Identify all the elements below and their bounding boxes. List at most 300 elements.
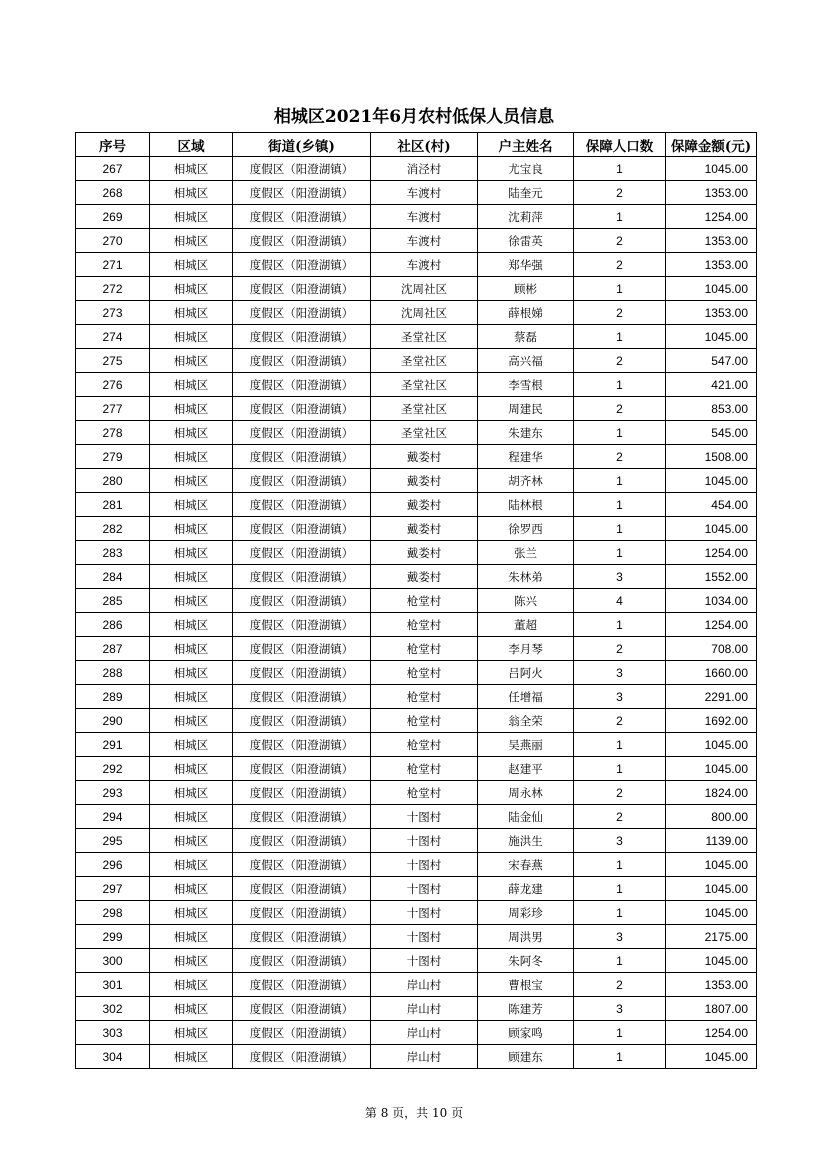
cell-persons: 1 [574, 541, 666, 565]
cell-amount: 800.00 [666, 805, 757, 829]
cell-persons: 4 [574, 589, 666, 613]
cell-village: 沈周社区 [371, 301, 478, 325]
cell-street: 度假区（阳澄湖镇） [233, 373, 371, 397]
cell-householder: 吕阿火 [478, 661, 574, 685]
header-serial-no: 序号 [76, 133, 150, 157]
cell-householder: 沈莉萍 [478, 205, 574, 229]
cell-region: 相城区 [150, 613, 233, 637]
cell-village: 枪堂村 [371, 733, 478, 757]
cell-street: 度假区（阳澄湖镇） [233, 1045, 371, 1069]
cell-householder: 朱林弟 [478, 565, 574, 589]
cell-persons: 2 [574, 349, 666, 373]
cell-persons: 1 [574, 1021, 666, 1045]
header-street: 街道(乡镇) [233, 133, 371, 157]
cell-persons: 1 [574, 373, 666, 397]
cell-village: 十图村 [371, 805, 478, 829]
cell-region: 相城区 [150, 829, 233, 853]
cell-street: 度假区（阳澄湖镇） [233, 805, 371, 829]
table-row [76, 421, 757, 445]
table-row [76, 181, 757, 205]
table-row [76, 517, 757, 541]
cell-persons: 2 [574, 397, 666, 421]
cell-persons: 2 [574, 709, 666, 733]
cell-householder: 翁全荣 [478, 709, 574, 733]
cell-persons: 1 [574, 421, 666, 445]
cell-persons: 1 [574, 1045, 666, 1069]
cell-serial-no: 287 [76, 637, 150, 661]
cell-village: 岸山村 [371, 973, 478, 997]
cell-amount: 421.00 [666, 373, 757, 397]
cell-village: 圣堂社区 [371, 349, 478, 373]
cell-street: 度假区（阳澄湖镇） [233, 157, 371, 181]
table-row [76, 661, 757, 685]
cell-street: 度假区（阳澄湖镇） [233, 253, 371, 277]
cell-region: 相城区 [150, 349, 233, 373]
cell-region: 相城区 [150, 685, 233, 709]
cell-householder: 尤宝良 [478, 157, 574, 181]
cell-persons: 1 [574, 613, 666, 637]
cell-persons: 1 [574, 949, 666, 973]
cell-amount: 1045.00 [666, 853, 757, 877]
cell-serial-no: 282 [76, 517, 150, 541]
cell-persons: 1 [574, 325, 666, 349]
cell-village: 枪堂村 [371, 685, 478, 709]
cell-persons: 3 [574, 829, 666, 853]
cell-persons: 1 [574, 493, 666, 517]
table-row [76, 997, 757, 1021]
cell-region: 相城区 [150, 781, 233, 805]
table-row [76, 877, 757, 901]
cell-amount: 1353.00 [666, 973, 757, 997]
table-row [76, 925, 757, 949]
table-row [76, 373, 757, 397]
cell-persons: 1 [574, 877, 666, 901]
cell-region: 相城区 [150, 541, 233, 565]
cell-amount: 1807.00 [666, 997, 757, 1021]
cell-region: 相城区 [150, 757, 233, 781]
cell-householder: 薛龙建 [478, 877, 574, 901]
cell-householder: 薛根娣 [478, 301, 574, 325]
cell-street: 度假区（阳澄湖镇） [233, 421, 371, 445]
cell-region: 相城区 [150, 397, 233, 421]
benefits-table [75, 132, 757, 1069]
cell-persons: 1 [574, 733, 666, 757]
cell-village: 戴娄村 [371, 493, 478, 517]
cell-serial-no: 294 [76, 805, 150, 829]
cell-village: 戴娄村 [371, 445, 478, 469]
cell-persons: 1 [574, 757, 666, 781]
cell-householder: 宋春燕 [478, 853, 574, 877]
cell-serial-no: 297 [76, 877, 150, 901]
cell-amount: 1034.00 [666, 589, 757, 613]
cell-householder: 顾彬 [478, 277, 574, 301]
cell-persons: 2 [574, 181, 666, 205]
cell-region: 相城区 [150, 157, 233, 181]
cell-village: 十图村 [371, 877, 478, 901]
cell-region: 相城区 [150, 1045, 233, 1069]
cell-serial-no: 278 [76, 421, 150, 445]
cell-street: 度假区（阳澄湖镇） [233, 829, 371, 853]
cell-street: 度假区（阳澄湖镇） [233, 565, 371, 589]
table-row [76, 277, 757, 301]
cell-street: 度假区（阳澄湖镇） [233, 517, 371, 541]
table-row [76, 229, 757, 253]
cell-street: 度假区（阳澄湖镇） [233, 709, 371, 733]
cell-persons: 3 [574, 997, 666, 1021]
cell-street: 度假区（阳澄湖镇） [233, 781, 371, 805]
cell-householder: 周彩珍 [478, 901, 574, 925]
cell-amount: 1353.00 [666, 229, 757, 253]
cell-village: 枪堂村 [371, 613, 478, 637]
cell-amount: 853.00 [666, 397, 757, 421]
cell-householder: 李雪根 [478, 373, 574, 397]
cell-amount: 1254.00 [666, 1021, 757, 1045]
table-row [76, 445, 757, 469]
cell-serial-no: 267 [76, 157, 150, 181]
cell-amount: 1254.00 [666, 613, 757, 637]
cell-householder: 蔡磊 [478, 325, 574, 349]
cell-region: 相城区 [150, 565, 233, 589]
cell-village: 十图村 [371, 949, 478, 973]
table-row [76, 565, 757, 589]
cell-serial-no: 292 [76, 757, 150, 781]
cell-street: 度假区（阳澄湖镇） [233, 397, 371, 421]
cell-street: 度假区（阳澄湖镇） [233, 277, 371, 301]
cell-serial-no: 268 [76, 181, 150, 205]
cell-persons: 2 [574, 637, 666, 661]
cell-village: 戴娄村 [371, 469, 478, 493]
cell-street: 度假区（阳澄湖镇） [233, 949, 371, 973]
cell-village: 岸山村 [371, 1045, 478, 1069]
cell-region: 相城区 [150, 901, 233, 925]
cell-householder: 朱建东 [478, 421, 574, 445]
cell-householder: 周洪男 [478, 925, 574, 949]
cell-serial-no: 298 [76, 901, 150, 925]
cell-householder: 董超 [478, 613, 574, 637]
cell-persons: 2 [574, 253, 666, 277]
header-amount: 保障金额(元) [666, 133, 757, 157]
cell-amount: 2175.00 [666, 925, 757, 949]
cell-amount: 545.00 [666, 421, 757, 445]
cell-village: 枪堂村 [371, 757, 478, 781]
cell-region: 相城区 [150, 853, 233, 877]
cell-persons: 2 [574, 445, 666, 469]
cell-amount: 1139.00 [666, 829, 757, 853]
cell-serial-no: 286 [76, 613, 150, 637]
cell-village: 十图村 [371, 901, 478, 925]
cell-village: 枪堂村 [371, 661, 478, 685]
header-persons: 保障人口数 [574, 133, 666, 157]
cell-householder: 施洪生 [478, 829, 574, 853]
cell-amount: 1045.00 [666, 733, 757, 757]
cell-serial-no: 299 [76, 925, 150, 949]
table-row [76, 949, 757, 973]
cell-serial-no: 269 [76, 205, 150, 229]
cell-householder: 顾家鸣 [478, 1021, 574, 1045]
cell-persons: 1 [574, 901, 666, 925]
cell-householder: 胡齐林 [478, 469, 574, 493]
cell-village: 车渡村 [371, 181, 478, 205]
cell-village: 车渡村 [371, 253, 478, 277]
cell-region: 相城区 [150, 277, 233, 301]
cell-serial-no: 288 [76, 661, 150, 685]
cell-persons: 1 [574, 277, 666, 301]
cell-village: 车渡村 [371, 205, 478, 229]
cell-amount: 1045.00 [666, 757, 757, 781]
cell-amount: 1353.00 [666, 181, 757, 205]
cell-village: 沈周社区 [371, 277, 478, 301]
cell-street: 度假区（阳澄湖镇） [233, 181, 371, 205]
table-row [76, 349, 757, 373]
cell-village: 戴娄村 [371, 541, 478, 565]
cell-street: 度假区（阳澄湖镇） [233, 1021, 371, 1045]
cell-serial-no: 295 [76, 829, 150, 853]
cell-village: 岸山村 [371, 1021, 478, 1045]
cell-region: 相城区 [150, 637, 233, 661]
cell-serial-no: 283 [76, 541, 150, 565]
cell-street: 度假区（阳澄湖镇） [233, 325, 371, 349]
cell-region: 相城区 [150, 973, 233, 997]
cell-serial-no: 279 [76, 445, 150, 469]
cell-householder: 顾建东 [478, 1045, 574, 1069]
cell-region: 相城区 [150, 301, 233, 325]
cell-amount: 1045.00 [666, 1045, 757, 1069]
cell-householder: 徐雷英 [478, 229, 574, 253]
cell-serial-no: 281 [76, 493, 150, 517]
cell-persons: 2 [574, 805, 666, 829]
cell-serial-no: 275 [76, 349, 150, 373]
cell-amount: 1660.00 [666, 661, 757, 685]
cell-street: 度假区（阳澄湖镇） [233, 469, 371, 493]
cell-serial-no: 290 [76, 709, 150, 733]
cell-amount: 1045.00 [666, 277, 757, 301]
cell-serial-no: 272 [76, 277, 150, 301]
cell-region: 相城区 [150, 709, 233, 733]
cell-persons: 2 [574, 781, 666, 805]
table-row [76, 901, 757, 925]
cell-persons: 2 [574, 973, 666, 997]
cell-village: 圣堂社区 [371, 373, 478, 397]
table-row [76, 301, 757, 325]
table-row [76, 469, 757, 493]
cell-serial-no: 289 [76, 685, 150, 709]
cell-street: 度假区（阳澄湖镇） [233, 973, 371, 997]
table-row [76, 253, 757, 277]
cell-serial-no: 300 [76, 949, 150, 973]
table-body [76, 157, 757, 1069]
cell-village: 圣堂社区 [371, 325, 478, 349]
page-number: 第 8 页，共 10 页 [364, 1106, 464, 1120]
cell-serial-no: 291 [76, 733, 150, 757]
cell-region: 相城区 [150, 517, 233, 541]
cell-serial-no: 302 [76, 997, 150, 1021]
table-row [76, 613, 757, 637]
cell-region: 相城区 [150, 421, 233, 445]
cell-persons: 1 [574, 205, 666, 229]
cell-street: 度假区（阳澄湖镇） [233, 589, 371, 613]
cell-street: 度假区（阳澄湖镇） [233, 637, 371, 661]
cell-region: 相城区 [150, 997, 233, 1021]
cell-region: 相城区 [150, 493, 233, 517]
table-row [76, 157, 757, 181]
table-row [76, 589, 757, 613]
cell-street: 度假区（阳澄湖镇） [233, 757, 371, 781]
cell-street: 度假区（阳澄湖镇） [233, 229, 371, 253]
cell-village: 戴娄村 [371, 565, 478, 589]
cell-householder: 陆金仙 [478, 805, 574, 829]
cell-village: 戴娄村 [371, 517, 478, 541]
cell-householder: 周建民 [478, 397, 574, 421]
cell-street: 度假区（阳澄湖镇） [233, 853, 371, 877]
cell-serial-no: 285 [76, 589, 150, 613]
cell-householder: 曹根宝 [478, 973, 574, 997]
cell-serial-no: 284 [76, 565, 150, 589]
cell-householder: 郑华强 [478, 253, 574, 277]
cell-village: 十图村 [371, 829, 478, 853]
cell-householder: 李月琴 [478, 637, 574, 661]
cell-householder: 陈建芳 [478, 997, 574, 1021]
cell-amount: 1353.00 [666, 301, 757, 325]
cell-householder: 高兴福 [478, 349, 574, 373]
cell-amount: 547.00 [666, 349, 757, 373]
cell-street: 度假区（阳澄湖镇） [233, 877, 371, 901]
cell-householder: 赵建平 [478, 757, 574, 781]
table-row [76, 325, 757, 349]
cell-region: 相城区 [150, 925, 233, 949]
cell-region: 相城区 [150, 253, 233, 277]
table-row [76, 973, 757, 997]
header-householder: 户主姓名 [478, 133, 574, 157]
cell-amount: 1045.00 [666, 325, 757, 349]
cell-village: 车渡村 [371, 229, 478, 253]
cell-street: 度假区（阳澄湖镇） [233, 445, 371, 469]
cell-village: 枪堂村 [371, 589, 478, 613]
cell-amount: 1692.00 [666, 709, 757, 733]
cell-persons: 1 [574, 157, 666, 181]
cell-region: 相城区 [150, 661, 233, 685]
cell-persons: 3 [574, 661, 666, 685]
cell-region: 相城区 [150, 445, 233, 469]
cell-householder: 陆奎元 [478, 181, 574, 205]
cell-village: 圣堂社区 [371, 421, 478, 445]
cell-region: 相城区 [150, 373, 233, 397]
table-row [76, 853, 757, 877]
cell-householder: 张兰 [478, 541, 574, 565]
cell-street: 度假区（阳澄湖镇） [233, 613, 371, 637]
cell-householder: 朱阿冬 [478, 949, 574, 973]
cell-serial-no: 296 [76, 853, 150, 877]
cell-village: 十图村 [371, 853, 478, 877]
cell-serial-no: 271 [76, 253, 150, 277]
cell-village: 枪堂村 [371, 637, 478, 661]
cell-village: 枪堂村 [371, 709, 478, 733]
cell-amount: 1552.00 [666, 565, 757, 589]
table-row [76, 637, 757, 661]
cell-amount: 1045.00 [666, 949, 757, 973]
cell-persons: 2 [574, 229, 666, 253]
cell-persons: 3 [574, 925, 666, 949]
cell-persons: 1 [574, 469, 666, 493]
table-row [76, 541, 757, 565]
cell-amount: 2291.00 [666, 685, 757, 709]
cell-amount: 1508.00 [666, 445, 757, 469]
table-row [76, 493, 757, 517]
cell-serial-no: 274 [76, 325, 150, 349]
cell-householder: 陆林根 [478, 493, 574, 517]
cell-region: 相城区 [150, 325, 233, 349]
cell-region: 相城区 [150, 205, 233, 229]
table-row [76, 685, 757, 709]
table-row [76, 397, 757, 421]
cell-village: 十图村 [371, 925, 478, 949]
cell-amount: 1254.00 [666, 205, 757, 229]
document-title: 相城区2021年6月农村低保人员信息 [273, 107, 555, 127]
cell-amount: 1045.00 [666, 877, 757, 901]
cell-street: 度假区（阳澄湖镇） [233, 685, 371, 709]
cell-householder: 徐罗西 [478, 517, 574, 541]
cell-amount: 1045.00 [666, 901, 757, 925]
table-row [76, 733, 757, 757]
cell-amount: 1045.00 [666, 469, 757, 493]
cell-region: 相城区 [150, 469, 233, 493]
table-header-row [76, 133, 757, 157]
table-row [76, 805, 757, 829]
cell-amount: 1824.00 [666, 781, 757, 805]
cell-street: 度假区（阳澄湖镇） [233, 301, 371, 325]
cell-region: 相城区 [150, 733, 233, 757]
cell-street: 度假区（阳澄湖镇） [233, 733, 371, 757]
cell-amount: 454.00 [666, 493, 757, 517]
cell-street: 度假区（阳澄湖镇） [233, 493, 371, 517]
cell-village: 岸山村 [371, 997, 478, 1021]
cell-village: 枪堂村 [371, 781, 478, 805]
cell-region: 相城区 [150, 805, 233, 829]
cell-region: 相城区 [150, 589, 233, 613]
table-row [76, 205, 757, 229]
header-region: 区域 [150, 133, 233, 157]
cell-region: 相城区 [150, 877, 233, 901]
table-row [76, 757, 757, 781]
cell-householder: 任增福 [478, 685, 574, 709]
cell-householder: 陈兴 [478, 589, 574, 613]
cell-street: 度假区（阳澄湖镇） [233, 205, 371, 229]
cell-village: 圣堂社区 [371, 397, 478, 421]
cell-householder: 程建华 [478, 445, 574, 469]
cell-serial-no: 304 [76, 1045, 150, 1069]
table-row [76, 709, 757, 733]
cell-serial-no: 293 [76, 781, 150, 805]
cell-serial-no: 301 [76, 973, 150, 997]
cell-street: 度假区（阳澄湖镇） [233, 661, 371, 685]
table-row [76, 1021, 757, 1045]
cell-street: 度假区（阳澄湖镇） [233, 349, 371, 373]
cell-serial-no: 276 [76, 373, 150, 397]
cell-persons: 2 [574, 301, 666, 325]
cell-householder: 周永林 [478, 781, 574, 805]
cell-street: 度假区（阳澄湖镇） [233, 925, 371, 949]
table-row [76, 1045, 757, 1069]
cell-serial-no: 273 [76, 301, 150, 325]
table-row [76, 781, 757, 805]
cell-region: 相城区 [150, 949, 233, 973]
cell-amount: 1353.00 [666, 253, 757, 277]
cell-persons: 1 [574, 853, 666, 877]
cell-village: 消泾村 [371, 157, 478, 181]
cell-persons: 1 [574, 517, 666, 541]
cell-serial-no: 280 [76, 469, 150, 493]
cell-persons: 3 [574, 685, 666, 709]
cell-serial-no: 303 [76, 1021, 150, 1045]
